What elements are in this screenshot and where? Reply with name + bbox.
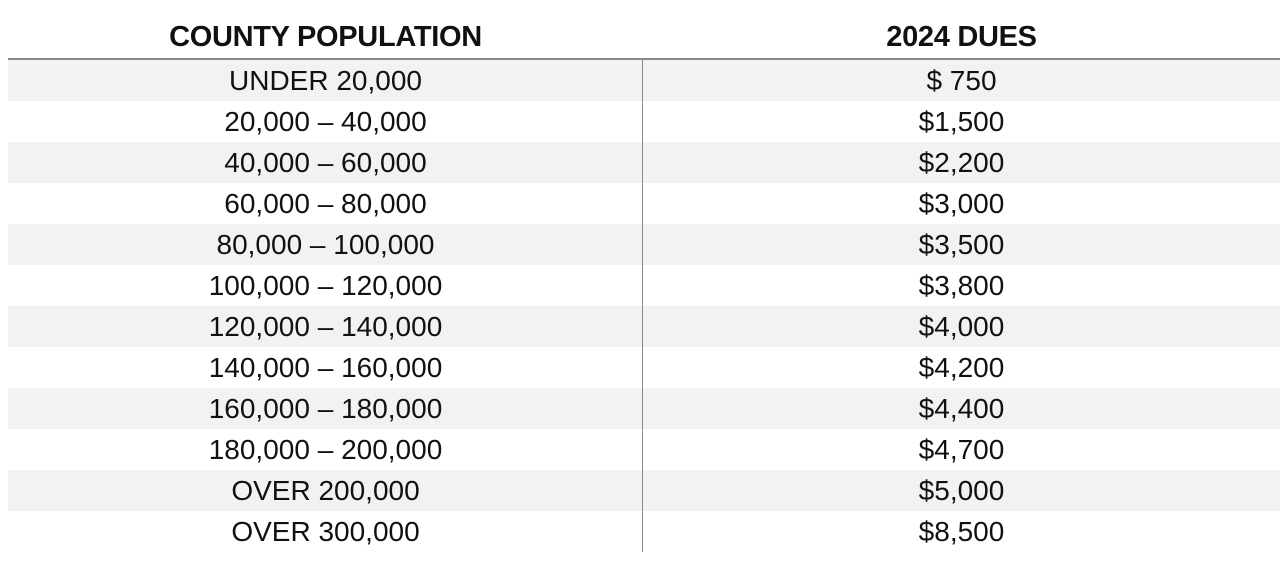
table-row (8, 183, 1280, 224)
population-range-cell: 160,000 – 180,000 (208, 393, 443, 424)
table-row (8, 224, 1280, 265)
dues-amount-cell: $2,200 (918, 147, 1005, 178)
table-row (8, 347, 1280, 388)
dues-amount-cell: $8,500 (918, 516, 1005, 547)
population-range-cell: 180,000 – 200,000 (208, 434, 443, 465)
dues-amount-cell: $4,200 (918, 352, 1005, 383)
population-range-cell: UNDER 20,000 (229, 65, 422, 96)
dues-amount-cell: $4,400 (918, 393, 1005, 424)
table-row (8, 265, 1280, 306)
population-range-cell: OVER 300,000 (231, 516, 420, 547)
table-row (8, 60, 1280, 101)
dues-amount-cell: $3,800 (918, 270, 1005, 301)
population-range-cell: 120,000 – 140,000 (208, 311, 443, 342)
dues-amount-cell: $3,000 (918, 188, 1005, 219)
population-range-cell: 80,000 – 100,000 (216, 229, 435, 260)
dues-amount-cell: $ 750 (926, 65, 997, 96)
table-row (8, 511, 1280, 552)
dues-amount-cell: $4,700 (918, 434, 1005, 465)
header-county-population: COUNTY POPULATION (169, 21, 482, 53)
table-row (8, 470, 1280, 511)
dues-table (8, 16, 1280, 552)
dues-amount-cell: $4,000 (918, 311, 1005, 342)
table-row (8, 142, 1280, 183)
population-range-cell: OVER 200,000 (231, 475, 420, 506)
population-range-cell: 20,000 – 40,000 (224, 106, 427, 137)
table-row (8, 306, 1280, 347)
table-row (8, 429, 1280, 470)
population-range-cell: 100,000 – 120,000 (208, 270, 443, 301)
population-range-cell: 140,000 – 160,000 (208, 352, 443, 383)
population-range-cell: 60,000 – 80,000 (224, 188, 427, 219)
table-body (8, 60, 1280, 552)
dues-amount-cell: $3,500 (918, 229, 1005, 260)
dues-amount-cell: $1,500 (918, 106, 1005, 137)
population-range-cell: 40,000 – 60,000 (224, 147, 427, 178)
column-divider (642, 60, 643, 552)
table-row (8, 101, 1280, 142)
dues-amount-cell: $5,000 (918, 475, 1005, 506)
table-header-row (8, 16, 1280, 60)
table-row (8, 388, 1280, 429)
header-2024-dues: 2024 DUES (886, 21, 1037, 53)
